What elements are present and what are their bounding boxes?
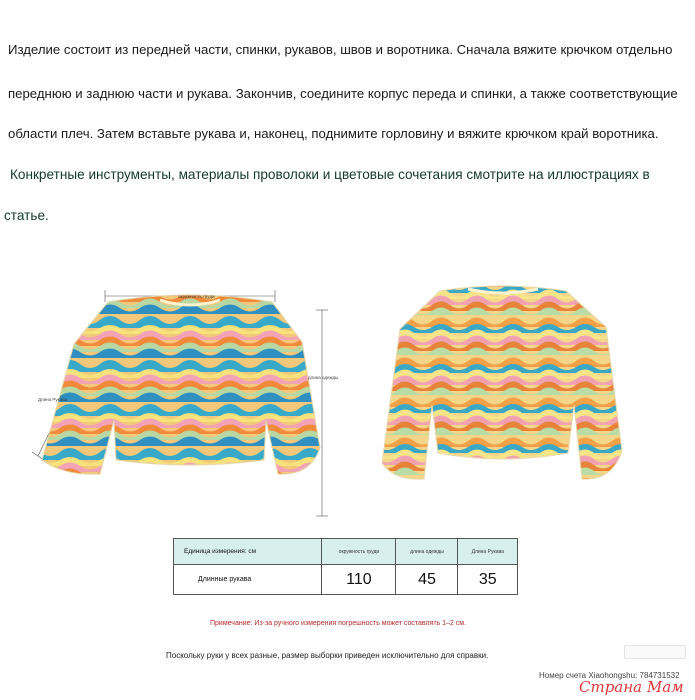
bust-measure-label: окружность груди xyxy=(178,294,215,299)
sweater-front-measured-image xyxy=(20,270,340,520)
size-table-header-unit: Единица измерения: см xyxy=(174,539,322,565)
size-table-header-length: длина одежды xyxy=(396,539,458,565)
size-table-header-row xyxy=(174,539,518,565)
intro-paragraph-line-1: Изделие состоит из передней части, спинки, рукавов, швов и воротника. Сначала вяжите крючком отдельно xyxy=(8,42,673,57)
size-table xyxy=(173,538,518,595)
table-row xyxy=(174,565,518,595)
account-number: Номер счета Xiaohongshu: 784731532 xyxy=(539,671,680,680)
intro-paragraph-line-3: области плеч. Затем вставьте рукава и, наконец, поднимите горловину и вяжите крючком край воротника. xyxy=(8,126,659,141)
measurement-note: Примечание: Из-за ручного измерения погрешность может составлять 1–2 см. xyxy=(210,620,467,627)
small-caption-box xyxy=(624,645,686,659)
reference-note: Поскольку руки у всех разные, размер выборки приведен исключительно для справки. xyxy=(166,651,489,660)
length-measure-label: длина одежды xyxy=(308,375,339,380)
sleeve-measure-label: Длина Рукава xyxy=(38,397,68,402)
materials-paragraph-line-2: статье. xyxy=(4,208,49,223)
size-table-header-bust: окружность груди xyxy=(322,539,396,565)
sweater-back-image xyxy=(360,275,645,505)
size-value-length: 45 xyxy=(396,565,458,595)
size-value-bust: 110 xyxy=(322,565,396,595)
site-watermark: Страна Мам xyxy=(579,678,684,696)
size-value-sleeve: 35 xyxy=(458,565,518,595)
size-table-header-sleeve: Длина Рукава xyxy=(458,539,518,565)
intro-paragraph-line-2: переднюю и заднюю части и рукава. Закончив, соедините корпус переда и спинки, а также соответствующие xyxy=(8,86,678,101)
materials-paragraph-line-1: Конкретные инструменты, материалы проволоки и цветовые сочетания смотрите на иллюстрациях в xyxy=(10,167,650,182)
size-row-label: Длинные рукава xyxy=(174,565,322,595)
